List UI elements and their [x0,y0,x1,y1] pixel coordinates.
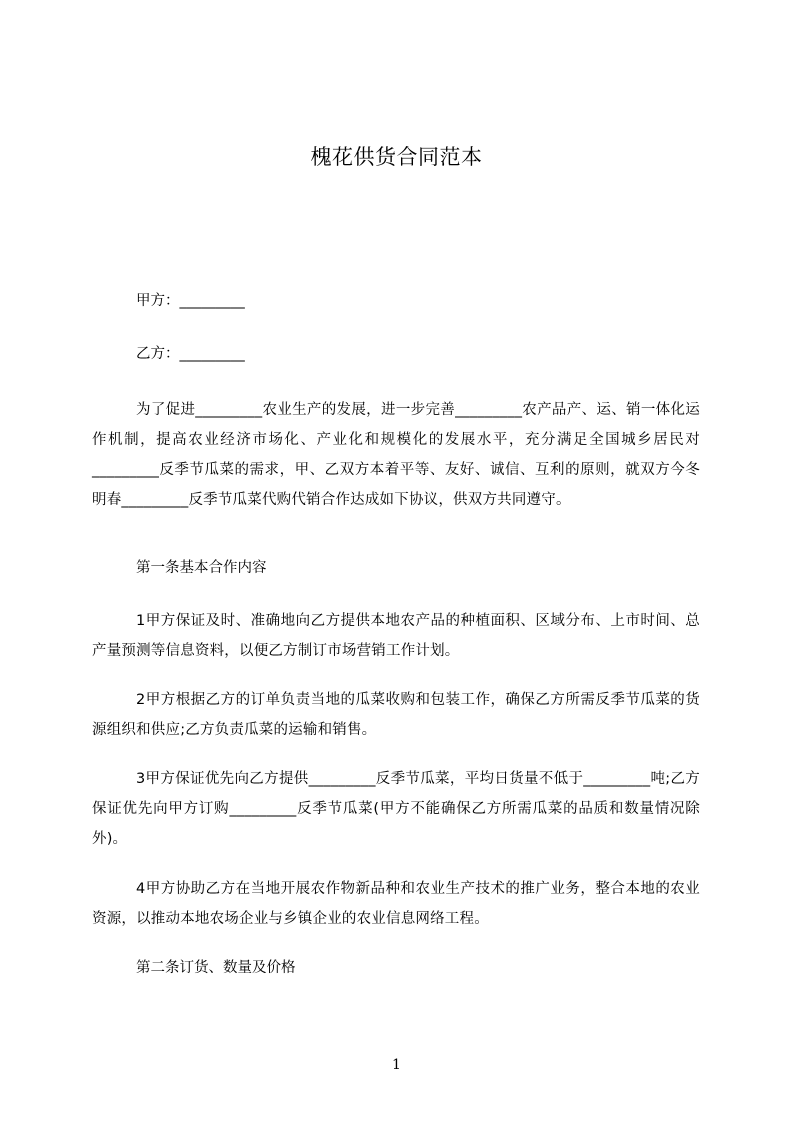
clause-4-paragraph: 4甲方协助乙方在当地开展农作物新品种和农业生产技术的推广业务，整合本地的农业资源，以推动本地农场企业与乡镇企业的农业信息网络工程。 [92,881,700,927]
document-title: 槐花供货合同范本 [310,145,483,169]
page-number: 1 [392,1057,401,1073]
section2-heading: 第二条订货、数量及价格 [136,960,296,976]
party-b-line: 乙方：_________ [136,346,245,362]
preamble-paragraph: 为了促进_________农业生产的发展，进一步完善_________农产品产、运、销一体化运作机制，提高农业经济市场化、产业化和规模化的发展水平，充分满足全国城乡居民对_________反季节瓜菜的需求，甲、乙双方本着平等、友好、诚信、互利的原则，就双方今冬明春_________反季节瓜菜代购代销合作达成如下协议，供双方共同遵守。 [92,402,700,508]
clause-3-paragraph: 3甲方保证优先向乙方提供_________反季节瓜菜，平均日货量不低于_________吨;乙方保证优先向甲方订购_________反季节瓜菜(甲方不能确保乙方所需瓜菜的品质和数量情况除外)。 [92,771,700,847]
party-a-line: 甲方：_________ [136,293,245,309]
clause-1-paragraph: 1甲方保证及时、准确地向乙方提供本地农产品的种植面积、区域分布、上市时间、总产量预测等信息资料，以便乙方制订市场营销工作计划。 [92,613,700,659]
clause-2-paragraph: 2甲方根据乙方的订单负责当地的瓜菜收购和包装工作，确保乙方所需反季节瓜菜的货源组织和供应;乙方负责瓜菜的运输和销售。 [92,692,700,738]
section1-heading: 第一条基本合作内容 [136,560,267,576]
